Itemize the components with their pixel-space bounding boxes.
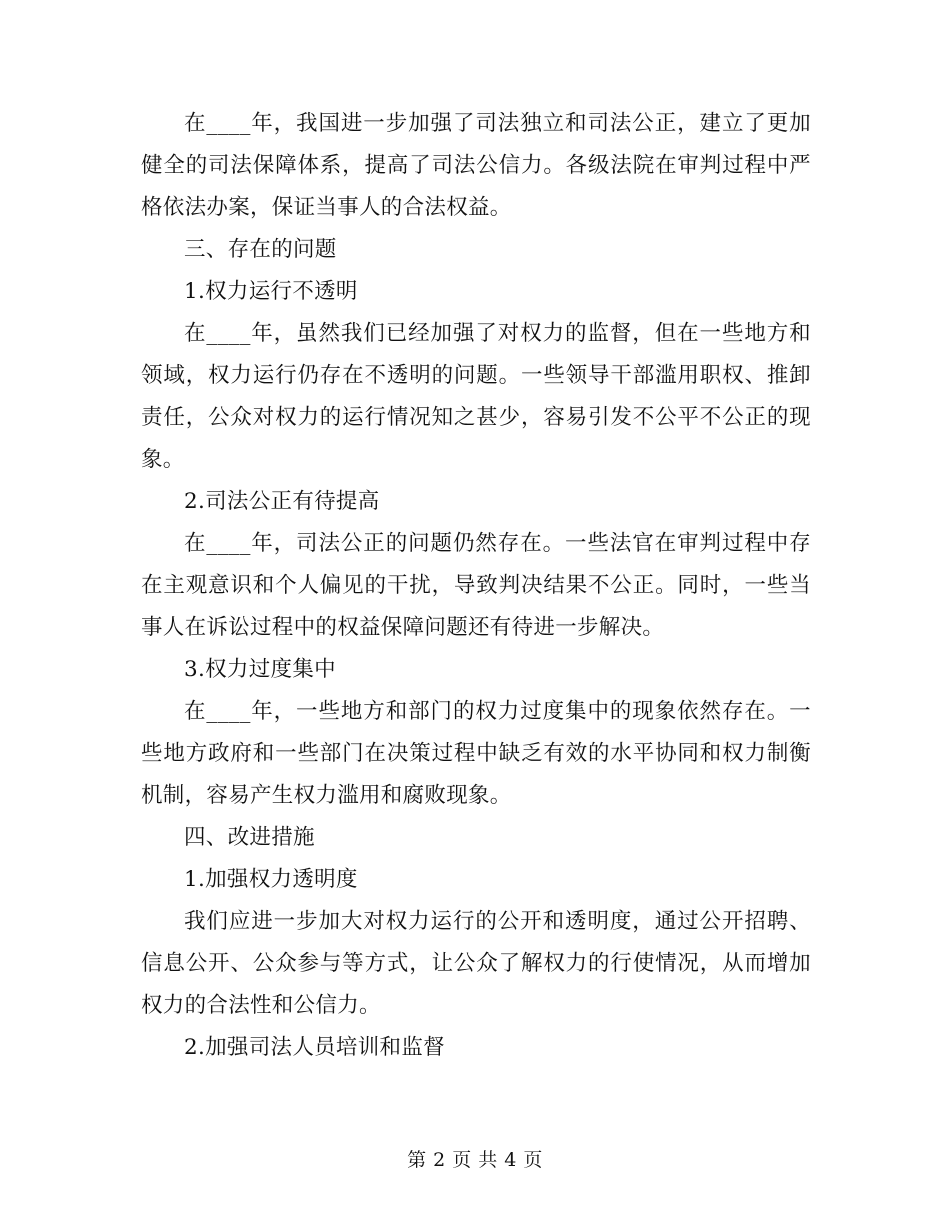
subheading-power-concentration: 3.权力过度集中 [184, 657, 336, 682]
subheading-judicial-fairness: 2.司法公正有待提高 [184, 489, 380, 514]
section-heading-existing-problems: 三、存在的问题 [184, 237, 337, 262]
paragraph-power-opacity: 在____年，虽然我们已经加强了对权力的监督，但在一些地方和领域，权力运行仍存在不透明的问题。一些领导干部滥用职权、推卸责任，公众对权力的运行情况知之甚少，容易引发不公平不公正的现象。 [141, 321, 811, 472]
subheading-power-transparency: 1.加强权力透明度 [184, 867, 358, 892]
paragraph-judicial-independence: 在____年，我国进一步加强了司法独立和司法公正，建立了更加健全的司法保障体系，提高了司法公信力。各级法院在审判过程中严格依法办案，保证当事人的合法权益。 [141, 111, 811, 220]
document-body [141, 103, 811, 1069]
page-number-footer: 第 2 页 共 4 页 [407, 1149, 543, 1171]
subheading-power-opacity: 1.权力运行不透明 [184, 279, 358, 304]
paragraph-power-concentration: 在____年，一些地方和部门的权力过度集中的现象依然存在。一些地方政府和一些部门在决策过程中缺乏有效的水平协同和权力制衡机制，容易产生权力滥用和腐败现象。 [141, 699, 811, 808]
paragraph-judicial-fairness: 在____年，司法公正的问题仍然存在。一些法官在审判过程中存在主观意识和个人偏见的干扰，导致判决结果不公正。同时，一些当事人在诉讼过程中的权益保障问题还有待进一步解决。 [141, 531, 811, 640]
paragraph-power-transparency: 我们应进一步加大对权力运行的公开和透明度，通过公开招聘、信息公开、公众参与等方式，让公众了解权力的行使情况，从而增加权力的合法性和公信力。 [141, 909, 811, 1018]
subheading-judicial-training: 2.加强司法人员培训和监督 [184, 1035, 445, 1060]
section-heading-improvements: 四、改进措施 [184, 825, 315, 850]
